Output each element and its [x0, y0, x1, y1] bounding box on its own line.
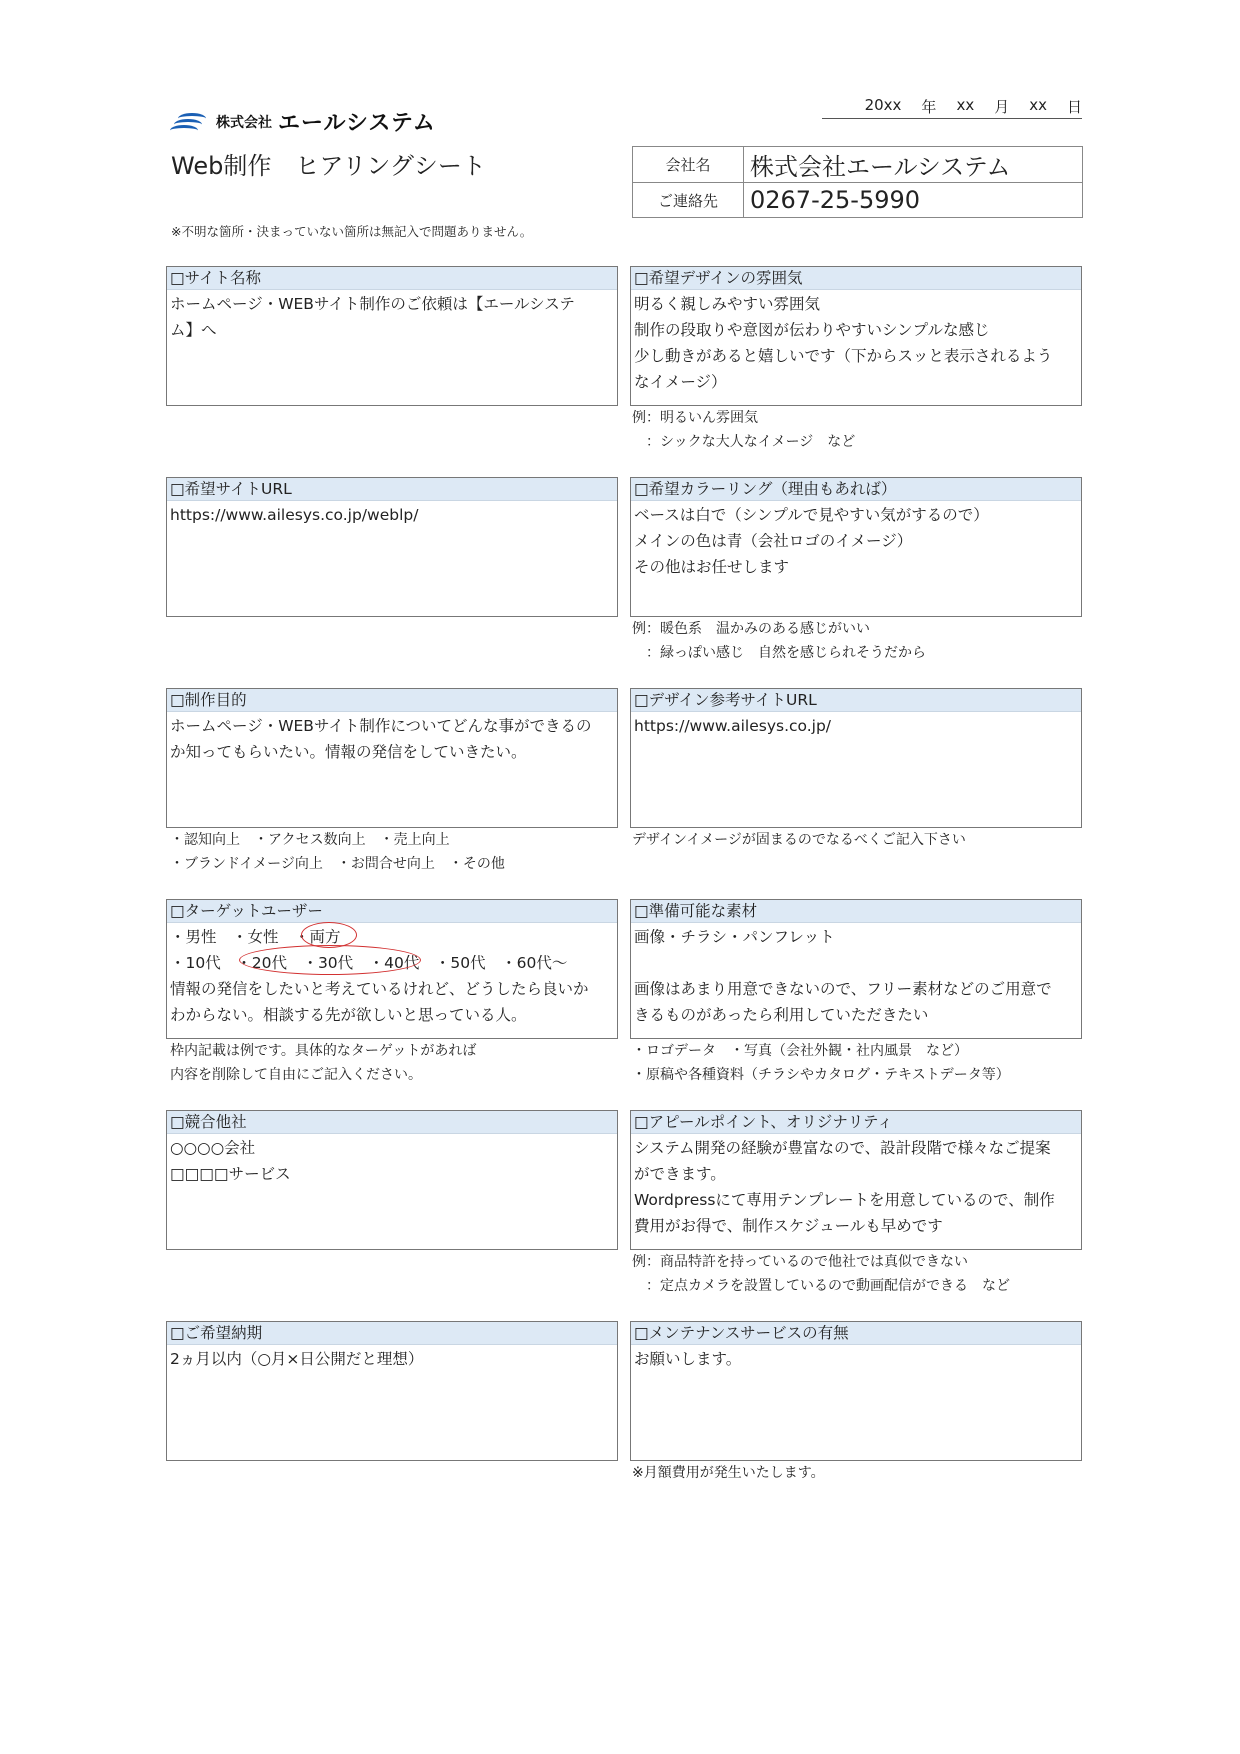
- section-maintenance: [630, 1321, 1082, 1461]
- coloring-notes: [632, 617, 926, 665]
- section-body[interactable]: [631, 1134, 1081, 1239]
- body-line: □□□□サービス: [170, 1165, 291, 1183]
- note-line: ・原稿や各種資料（チラシやカタログ・テキストデータ等）: [632, 1067, 1010, 1083]
- date-year: 20xx: [864, 96, 902, 114]
- maintenance-notes: [632, 1461, 825, 1485]
- logo-text-small: 株式会社: [216, 114, 272, 131]
- logo-mark-icon: [174, 109, 210, 135]
- note-line: ※月額費用が発生いたします。: [632, 1465, 825, 1481]
- contact-row: [633, 183, 1083, 218]
- body-line: 少し動きがあると嬉しいです（下からスッと表示されるよう: [634, 347, 1053, 365]
- design-mood-notes: [632, 406, 855, 454]
- page-title: Web制作 ヒアリングシート: [171, 152, 486, 180]
- section-site-url: [166, 477, 618, 617]
- section-body[interactable]: [167, 923, 617, 1028]
- section-heading: □サイト名称: [167, 267, 617, 290]
- section-heading: □希望カラーリング（理由もあれば）: [631, 478, 1081, 501]
- date-year-label: 年: [921, 98, 937, 116]
- body-line: https://www.ailesys.co.jp/: [634, 717, 832, 735]
- section-body[interactable]: [167, 1134, 617, 1187]
- page-note: ※不明な箇所・決まっていない箇所は無記入で問題ありません。: [171, 224, 533, 239]
- body-line: その他はお任せします: [634, 558, 790, 576]
- note-line: ：シックな大人なイメージ など: [632, 434, 856, 450]
- body-line: お願いします。: [634, 1350, 742, 1368]
- section-heading: □ご希望納期: [167, 1322, 617, 1345]
- section-body[interactable]: [167, 712, 617, 765]
- contact-value[interactable]: 0267-25-5990: [744, 183, 1083, 218]
- section-heading: □メンテナンスサービスの有無: [631, 1322, 1081, 1345]
- section-appeal: [630, 1110, 1082, 1250]
- section-purpose: [166, 688, 618, 828]
- note-line: ：定点カメラを設置しているので動画配信ができる など: [632, 1278, 1010, 1294]
- section-reference-url: [630, 688, 1082, 828]
- note-line: 例：明るいん雰囲気: [632, 410, 758, 426]
- body-line: 明るく親しみやすい雰囲気: [634, 295, 821, 313]
- body-line: か知ってもらいたい。情報の発信をしていきたい。: [170, 743, 527, 761]
- body-line: ○○○○会社: [170, 1139, 256, 1157]
- appeal-notes: [632, 1250, 1010, 1298]
- section-body[interactable]: [631, 1345, 1081, 1372]
- note-line: ・ロゴデータ ・写真（会社外観・社内風景 など）: [632, 1043, 968, 1059]
- note-line: ・認知向上 ・アクセス数向上 ・売上向上: [170, 832, 450, 848]
- section-heading: □希望デザインの雰囲気: [631, 267, 1081, 290]
- note-line: 例：商品特許を持っているので他社では真似できない: [632, 1254, 968, 1270]
- date-month-label: 月: [994, 98, 1010, 116]
- section-heading: □アピールポイント、オリジナリティ: [631, 1111, 1081, 1134]
- section-heading: □競合他社: [167, 1111, 617, 1134]
- body-line: 費用がお得で、制作スケジュールも早めです: [634, 1217, 943, 1235]
- reference-url-notes: [632, 828, 966, 852]
- section-design-mood: [630, 266, 1082, 406]
- body-line: 画像はあまり用意できないので、フリー素材などのご用意で: [634, 980, 1052, 998]
- company-label: 会社名: [633, 147, 744, 183]
- contact-label: ご連絡先: [633, 183, 744, 218]
- materials-notes: [632, 1039, 1010, 1087]
- body-line: ベースは白で（シンプルで見やすい気がするので）: [634, 506, 989, 524]
- section-target: [166, 899, 618, 1039]
- section-coloring: [630, 477, 1082, 617]
- company-value[interactable]: 株式会社エールシステム: [744, 147, 1083, 183]
- note-line: ・ブランドイメージ向上 ・お問合せ向上 ・その他: [170, 856, 505, 872]
- note-line: 内容を削除して自由にご記入ください。: [170, 1067, 422, 1083]
- section-body[interactable]: [167, 501, 617, 528]
- body-line: 画像・チラシ・パンフレット: [634, 928, 835, 946]
- body-line: ホームページ・WEBサイト制作についてどんな事ができるの: [170, 717, 592, 735]
- target-notes: [170, 1039, 476, 1087]
- section-body[interactable]: [167, 1345, 617, 1372]
- body-line: 制作の段取りや意図が伝わりやすいシンプルな感じ: [634, 321, 990, 339]
- note-line: 枠内記載は例です。具体的なターゲットがあれば: [170, 1043, 477, 1059]
- section-deadline: [166, 1321, 618, 1461]
- body-line: ム】へ: [170, 321, 217, 339]
- purpose-notes: [170, 828, 505, 876]
- section-heading: □準備可能な素材: [631, 900, 1081, 923]
- date-month: xx: [956, 96, 975, 114]
- section-site-name: [166, 266, 618, 406]
- date-day: xx: [1029, 96, 1047, 114]
- body-line: Wordpressにて専用テンプレートを用意しているので、制作: [634, 1191, 1055, 1209]
- section-body[interactable]: [167, 290, 617, 343]
- section-body[interactable]: [631, 923, 1081, 1028]
- body-line: 2ヵ月以内（○月×日公開だと理想）: [170, 1350, 424, 1368]
- body-line: わからない。相談する先が欲しいと思っている人。: [170, 1006, 527, 1024]
- note-line: デザインイメージが固まるのでなるべくご記入下さい: [632, 832, 966, 848]
- section-materials: [630, 899, 1082, 1039]
- date-line: [822, 96, 1082, 119]
- logo-text-big: エールシステム: [278, 111, 436, 136]
- selection-circle-ages: [239, 945, 421, 975]
- company-info-table: [632, 146, 1083, 218]
- date-day-label: 日: [1066, 98, 1082, 116]
- section-competitors: [166, 1110, 618, 1250]
- section-heading: □希望サイトURL: [167, 478, 617, 501]
- company-row: [633, 147, 1083, 183]
- body-line: システム開発の経験が豊富なので、設計段階で様々なご提案: [634, 1139, 1051, 1157]
- body-line: ・男性 ・女性 ・両方: [170, 928, 341, 946]
- note-line: 例：暖色系 温かみのある感じがいい: [632, 621, 870, 637]
- body-line: ホームページ・WEBサイト制作のご依頼は【エールシステ: [170, 295, 575, 313]
- body-line: なイメージ）: [634, 373, 727, 391]
- body-line: [634, 950, 1078, 976]
- body-line: メインの色は青（会社ロゴのイメージ）: [634, 532, 913, 550]
- company-logo: [174, 106, 436, 137]
- section-body[interactable]: [631, 501, 1081, 580]
- body-line: 情報の発信をしたいと考えているけれど、どうしたら良いか: [170, 980, 589, 998]
- body-line: https://www.ailesys.co.jp/weblp/: [170, 506, 419, 524]
- body-line: ・10代 ・20代 ・30代 ・40代 ・50代 ・60代～: [170, 954, 568, 972]
- section-body[interactable]: [631, 290, 1081, 395]
- section-heading: □制作目的: [167, 689, 617, 712]
- body-line: ができます。: [634, 1165, 726, 1183]
- section-heading: □デザイン参考サイトURL: [631, 689, 1081, 712]
- body-line: きるものがあったら利用していただきたい: [634, 1006, 929, 1024]
- section-body[interactable]: [631, 712, 1081, 739]
- section-heading: □ターゲットユーザー: [167, 900, 617, 923]
- note-line: ：緑っぽい感じ 自然を感じられそうだから: [632, 645, 926, 661]
